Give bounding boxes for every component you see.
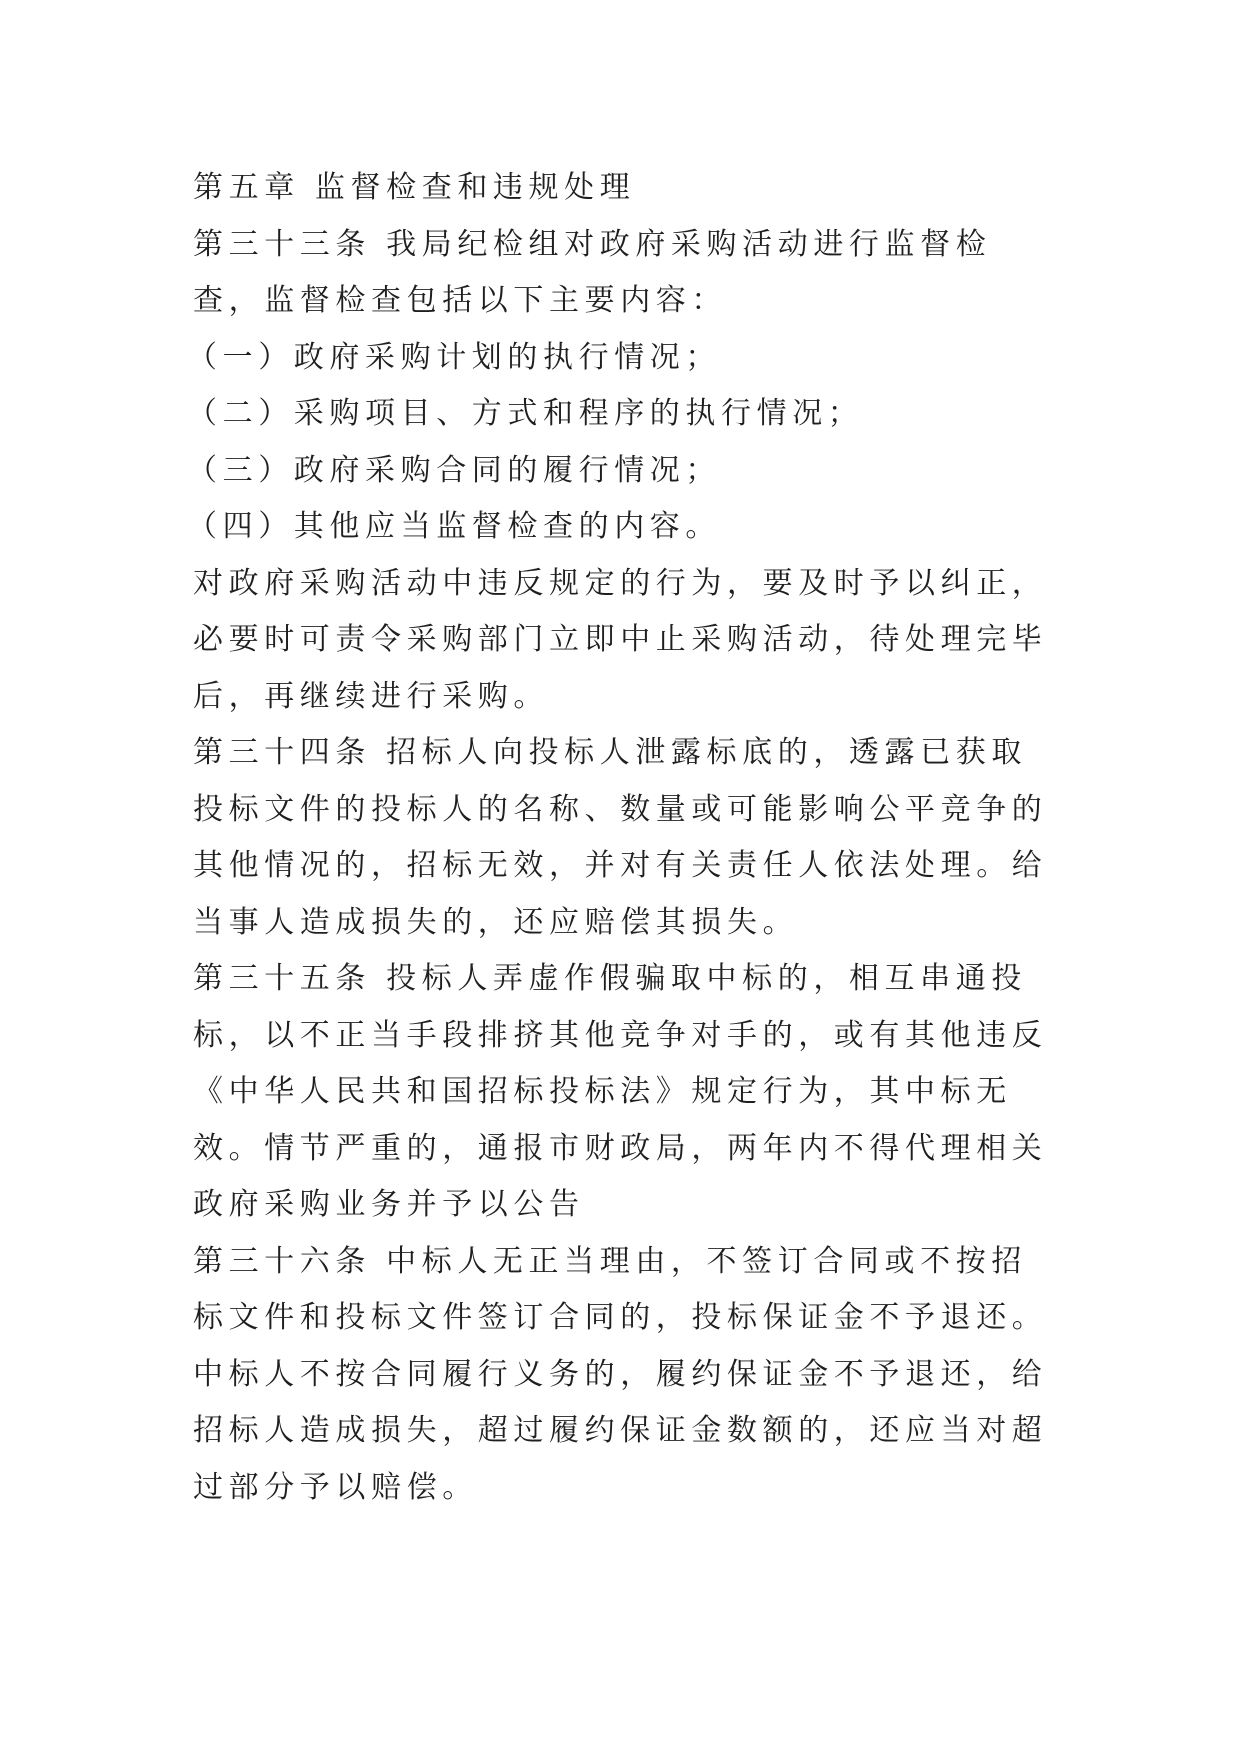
paragraph-correction: 对政府采购活动中违反规定的行为，要及时予以纠正，必要时可责令采购部门立即中止采购活动，待处理完毕后，再继续进行采购。: [193, 565, 1048, 714]
article-34: 第三十四条 招标人向投标人泄露标底的，透露已获取投标文件的投标人的名称、数量或可能影响公平竞争的其他情况的，招标无效，并对有关责任人依法处理。给当事人造成损失的，还应赔偿其损失。: [193, 735, 1048, 940]
chapter-title: 第五章 监督检查和违规处理: [193, 170, 636, 205]
list-item-3: （三）政府采购合同的履行情况；: [187, 452, 721, 488]
document-body: [187, 160, 1053, 1516]
list-item-4: （四）其他应当监督检查的内容。: [187, 509, 721, 544]
list-item-2: （二）采购项目、方式和程序的执行情况；: [187, 396, 864, 431]
article-33: 第三十三条 我局纪检组对政府采购活动进行监督检查，监督检查包括以下主要内容：: [193, 226, 992, 318]
paragraph-performance: 中标人不按合同履行义务的，履约保证金不予退还，给招标人造成损失，超过履约保证金数额的，还应当对超过部分予以赔偿。: [193, 1356, 1048, 1505]
list-item-1: （一）政府采购计划的执行情况；: [187, 339, 721, 375]
article-35: 第三十五条 投标人弄虚作假骗取中标的，相互串通投标，以不正当手段排挤其他竞争对手的，或有其他违反《中华人民共和国招标投标法》规定行为，其中标无效。情节严重的，通报市财政局，两年内不得代理相关政府采购业务并予以公告: [193, 961, 1048, 1222]
article-36: 第三十六条 中标人无正当理由，不签订合同或不按招标文件和投标文件签订合同的，投标保证金不予退还。: [193, 1243, 1048, 1335]
